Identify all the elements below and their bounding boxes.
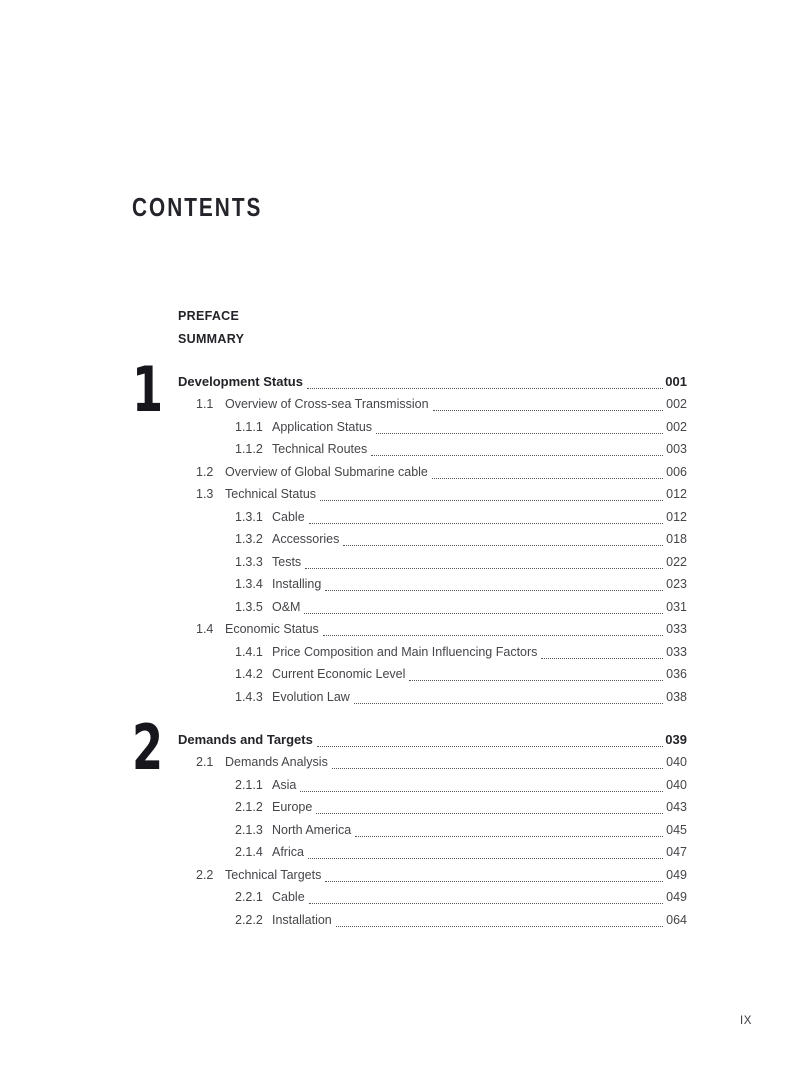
- leader-dots: [305, 568, 663, 569]
- entry-title: Current Economic Level: [272, 667, 406, 681]
- entry-title: North America: [272, 822, 352, 837]
- entry-page-number: 036: [666, 667, 687, 681]
- entry-page-number: 033: [666, 622, 687, 636]
- entry-title: Price Composition and Main Influencing Factors: [272, 644, 538, 659]
- leader-dots: [309, 903, 663, 904]
- toc-entry-row: [178, 528, 687, 551]
- entry-page-number: 040: [666, 755, 687, 769]
- toc-entry-row: [178, 751, 687, 774]
- entry-title: Installation: [272, 912, 332, 927]
- toc-entry-row: [178, 774, 687, 797]
- entry-number: 2.1.4: [235, 845, 263, 859]
- toc-entry-row: [178, 841, 687, 864]
- entry-number: 1.1.2: [235, 442, 263, 456]
- leader-dots: [354, 703, 663, 704]
- entry-title: Cable: [272, 509, 305, 524]
- toc-entry-row: [178, 686, 687, 709]
- toc-entry-row: [178, 461, 687, 484]
- entry-page-number: 045: [666, 822, 687, 837]
- leader-dots: [325, 881, 663, 882]
- entry-number: 1.4.3: [235, 689, 263, 704]
- toc-entry-row: [178, 663, 687, 686]
- toc-entry-row: [178, 551, 687, 574]
- leader-dots: [433, 410, 663, 411]
- entry-number: 2.1.3: [235, 822, 263, 837]
- entry-page-number: 043: [666, 800, 687, 814]
- entry-title: Evolution Law: [272, 689, 350, 704]
- entry-page-number: 022: [666, 554, 687, 569]
- toc-entry-row: [178, 618, 687, 641]
- entry-page-number: 038: [666, 689, 687, 704]
- leader-dots: [308, 858, 663, 859]
- leader-dots: [432, 478, 663, 479]
- entry-number: 1.2: [196, 464, 214, 479]
- leader-dots: [320, 500, 663, 501]
- toc-entry-row: [178, 819, 687, 842]
- entry-number: 1.3.1: [235, 509, 263, 524]
- entry-page-number: 064: [666, 912, 687, 927]
- entry-title: Application Status: [272, 419, 373, 434]
- entry-page-number: 031: [666, 599, 687, 614]
- entry-page-number: 033: [666, 644, 687, 659]
- entry-page-number: 040: [666, 777, 687, 792]
- entry-number: 1.3.5: [235, 599, 263, 614]
- entry-page-number: 002: [666, 419, 687, 434]
- entry-number: 1.4.2: [235, 667, 263, 681]
- chapter-page-number: 001: [665, 373, 687, 389]
- front-matter-row: [178, 305, 687, 328]
- chapter-number: 2: [132, 710, 164, 784]
- front-matter-row: [178, 328, 687, 351]
- entry-number: 1.3.3: [235, 554, 263, 569]
- leader-dots: [300, 791, 663, 792]
- page-number: IX: [740, 1015, 752, 1027]
- leader-dots: [316, 813, 663, 814]
- entry-number: 2.1: [196, 755, 214, 769]
- entry-title: Europe: [272, 800, 313, 814]
- toc-list: [132, 305, 687, 931]
- entry-title: Demands Analysis: [225, 755, 328, 769]
- entry-number: 1.1.1: [235, 419, 263, 434]
- entry-page-number: 049: [666, 890, 687, 904]
- entry-title: Installing: [272, 577, 322, 591]
- entry-title: Tests: [272, 554, 302, 569]
- entry-title: Technical Status: [225, 487, 317, 501]
- chapter-title: Development Status: [178, 373, 303, 389]
- entry-title: Cable: [272, 890, 305, 904]
- toc-entry-row: [178, 416, 687, 439]
- chapter-number: 1: [132, 352, 164, 426]
- toc-entry-row: [178, 864, 687, 887]
- entry-page-number: 023: [666, 577, 687, 591]
- entry-page-number: 018: [666, 532, 687, 546]
- toc-entry-row: [178, 909, 687, 932]
- front-matter-label: SUMMARY: [178, 331, 245, 346]
- entry-number: 1.4: [196, 622, 214, 636]
- entry-title: Asia: [272, 777, 297, 792]
- front-matter-label: PREFACE: [178, 309, 240, 323]
- entry-title: Overview of Global Submarine cable: [225, 464, 428, 479]
- entry-number: 1.3: [196, 487, 214, 501]
- toc-entry-row: [178, 573, 687, 596]
- toc-entry-row: [178, 641, 687, 664]
- entry-page-number: 049: [666, 867, 687, 882]
- toc-entry-row: [178, 506, 687, 529]
- leader-dots: [355, 836, 663, 837]
- entry-page-number: 003: [666, 442, 687, 456]
- entry-title: Technical Targets: [225, 867, 322, 882]
- toc-entry-row: [178, 886, 687, 909]
- toc-entry-row: [178, 393, 687, 416]
- entry-number: 1.1: [196, 397, 214, 411]
- leader-dots: [343, 545, 663, 546]
- entry-number: 2.1.2: [235, 800, 263, 814]
- entry-page-number: 006: [666, 464, 687, 479]
- toc-entry-row: [178, 483, 687, 506]
- leader-dots: [541, 658, 663, 659]
- entry-number: 2.2.1: [235, 890, 263, 904]
- chapter-page-number: 039: [665, 731, 687, 747]
- entry-number: 1.3.2: [235, 532, 263, 546]
- entry-title: Overview of Cross-sea Transmission: [225, 397, 429, 411]
- leader-dots: [307, 388, 663, 389]
- toc-entry-row: [178, 438, 687, 461]
- leader-dots: [332, 768, 663, 769]
- entry-title: Technical Routes: [272, 442, 368, 456]
- entry-title: Economic Status: [225, 622, 319, 636]
- entry-number: 1.3.4: [235, 577, 263, 591]
- entry-number: 2.1.1: [235, 777, 263, 792]
- entry-page-number: 012: [666, 487, 687, 501]
- entry-page-number: 047: [666, 845, 687, 859]
- leader-dots: [325, 590, 663, 591]
- leader-dots: [323, 635, 663, 636]
- entry-number: 2.2: [196, 867, 214, 882]
- chapter-title: Demands and Targets: [178, 731, 313, 747]
- entry-number: 2.2.2: [235, 912, 263, 927]
- entry-title: Accessories: [272, 532, 340, 546]
- entry-page-number: 012: [666, 509, 687, 524]
- leader-dots: [309, 523, 663, 524]
- leader-dots: [409, 680, 663, 681]
- toc-entry-row: [178, 596, 687, 619]
- leader-dots: [371, 455, 663, 456]
- entry-title: O&M: [272, 599, 301, 614]
- leader-dots: [304, 613, 663, 614]
- leader-dots: [317, 746, 663, 747]
- page-title: CONTENTS: [132, 192, 263, 222]
- entry-title: Africa: [272, 845, 304, 859]
- toc-entry-row: [178, 796, 687, 819]
- entry-page-number: 002: [666, 397, 687, 411]
- entry-number: 1.4.1: [235, 644, 263, 659]
- leader-dots: [336, 926, 663, 927]
- leader-dots: [376, 433, 663, 434]
